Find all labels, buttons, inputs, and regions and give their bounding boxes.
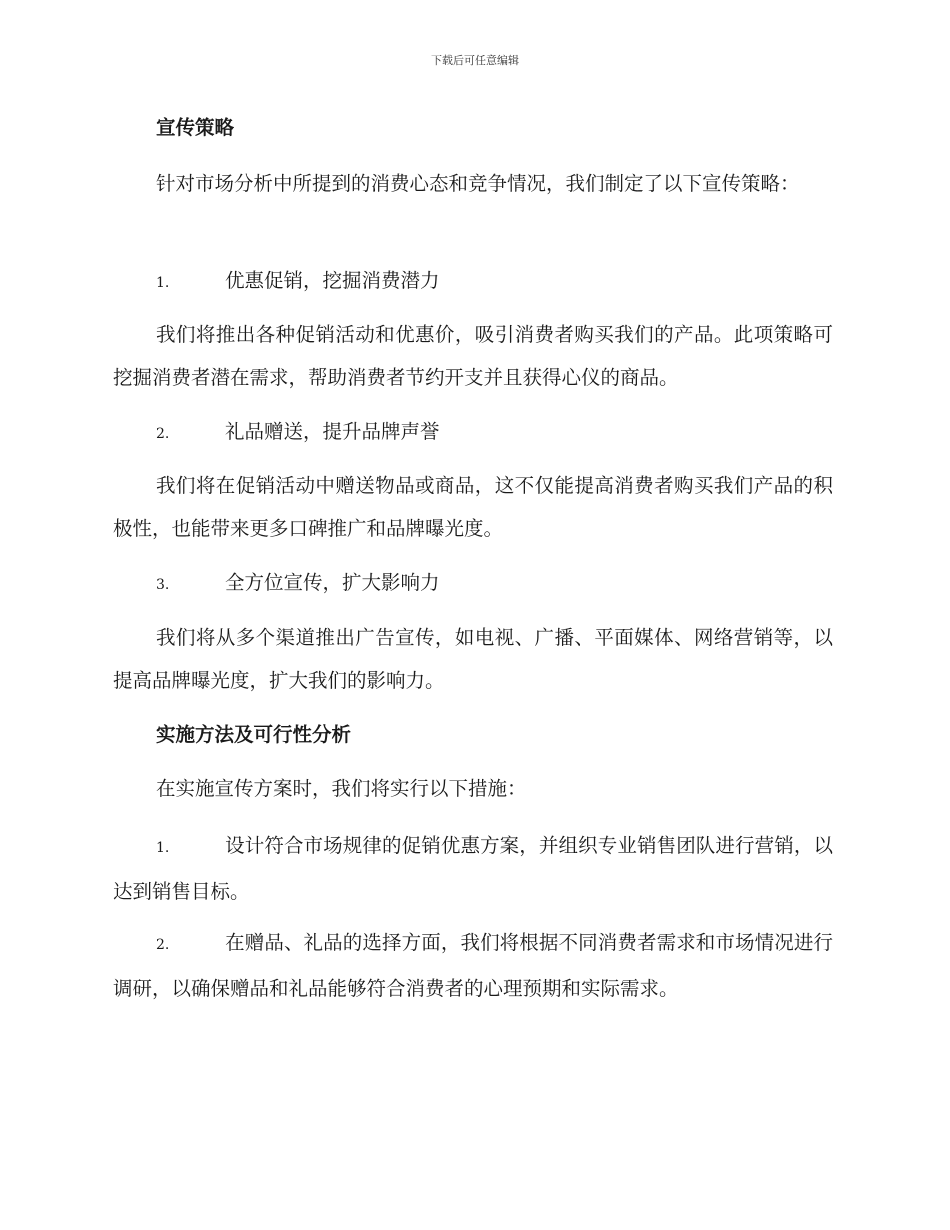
list-number: 3. — [156, 577, 170, 593]
section-intro-paragraph: 在实施宣传方案时，我们将实行以下措施： — [156, 777, 527, 800]
section-intro-paragraph: 针对市场分析中所提到的消费心态和竞争情况，我们制定了以下宣传策略： — [156, 172, 800, 195]
numbered-paragraph — [113, 921, 833, 1010]
list-item-heading — [113, 410, 833, 456]
list-number: 2. — [156, 937, 170, 953]
body-paragraph: 我们将从多个渠道推出广告宣传，如电视、广播、平面媒体、网络营销等，以提高品牌曝光度，扩大我们的影响力。 — [113, 626, 833, 692]
numbered-paragraph — [113, 824, 833, 913]
list-number: 1. — [156, 275, 170, 291]
list-item-title: 全方位宣传，扩大影响力 — [225, 571, 440, 594]
numbered-paragraph-text: 设计符合市场规律的促销优惠方案，并组织专业销售团队进行营销，以达到销售目标。 — [113, 834, 833, 903]
section-heading-promotion-strategy: 宣传策略 — [156, 116, 235, 139]
page-header-note: 下载后可任意编辑 — [431, 54, 519, 67]
numbered-paragraph-text: 在赠品、礼品的选择方面，我们将根据不同消费者需求和市场情况进行调研，以确保赠品和礼品能够符合消费者的心理预期和实际需求。 — [113, 931, 833, 1000]
body-paragraph: 我们将推出各种促销活动和优惠价，吸引消费者购买我们的产品。此项策略可挖掘消费者潜在需求，帮助消费者节约开支并且获得心仪的商品。 — [113, 323, 833, 389]
list-number: 2. — [156, 426, 170, 442]
body-paragraph: 我们将在促销活动中赠送物品或商品，这不仅能提高消费者购买我们产品的积极性，也能带来更多口碑推广和品牌曝光度。 — [113, 474, 833, 540]
list-item-heading — [113, 259, 833, 305]
list-number: 1. — [156, 840, 170, 856]
section-heading-implementation: 实施方法及可行性分析 — [156, 723, 352, 746]
list-item-title: 优惠促销，挖掘消费潜力 — [225, 269, 440, 292]
list-item-title: 礼品赠送，提升品牌声誉 — [225, 420, 440, 443]
list-item-heading — [113, 561, 833, 607]
